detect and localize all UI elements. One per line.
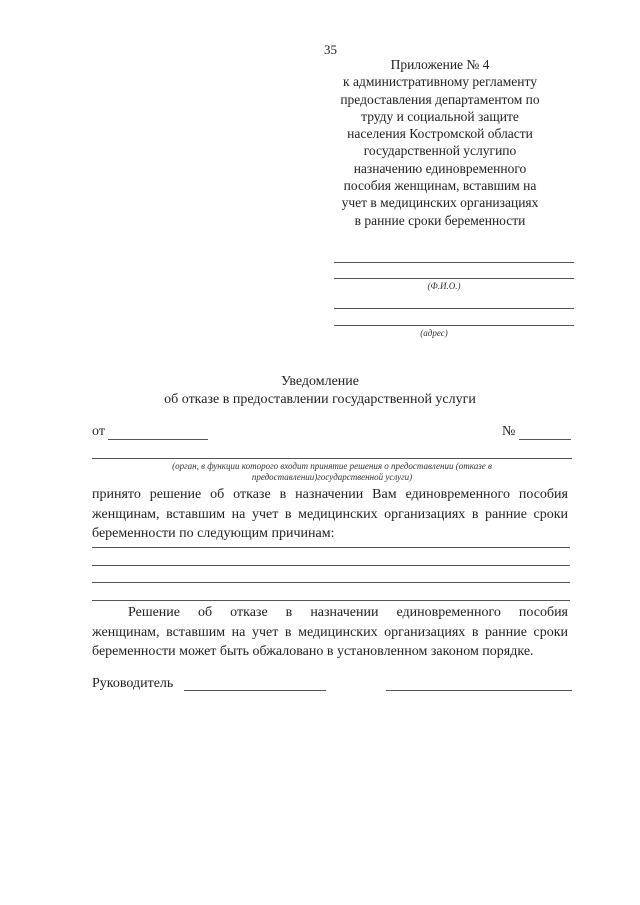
appendix-line: назначению единовременного xyxy=(353,160,527,176)
page-number: 35 xyxy=(324,42,337,57)
appendix-line: в ранние сроки беременности xyxy=(354,212,526,228)
number-label: № xyxy=(502,424,516,439)
appendix-line: к административному регламенту xyxy=(343,74,537,90)
organ-field[interactable] xyxy=(92,458,572,459)
organ-caption-cont: предоставлении)государственной услуги) xyxy=(251,472,413,482)
appeal-line: беременности может быть обжаловано в установленном законом порядке. xyxy=(92,644,534,660)
date-field[interactable] xyxy=(108,439,208,440)
appendix-header xyxy=(320,56,560,229)
appendix-line: учет в медицинских организациях xyxy=(341,195,539,211)
appeal-paragraph xyxy=(92,603,568,662)
number-field[interactable] xyxy=(519,439,571,440)
appendix-line: предоставления департаментом по xyxy=(340,91,540,107)
address-caption: (адрес) xyxy=(420,328,448,338)
decision-line: женщинам, вставшим на учет в медицинских организациях в ранние сроки xyxy=(92,506,568,522)
head-name-field[interactable] xyxy=(386,690,572,691)
appendix-line: населения Костромской области xyxy=(347,126,533,142)
fio-line-2[interactable] xyxy=(334,278,574,279)
appeal-line: женщинам, вставшим на учет в медицинских организациях в ранние сроки xyxy=(92,624,568,640)
from-label: от xyxy=(92,424,105,439)
appendix-line: труду и социальной защите xyxy=(361,108,519,124)
reason-line-3[interactable] xyxy=(92,582,570,583)
notice-subtitle: об отказе в предоставлении государственной услуги xyxy=(164,392,476,407)
decision-line: принято решение об отказе в назначении Вам единовременного пособия xyxy=(92,487,568,502)
reason-line-2[interactable] xyxy=(92,565,570,566)
address-line-1[interactable] xyxy=(334,308,574,309)
reason-line-1[interactable] xyxy=(92,547,570,548)
appendix-line: государственной услугипо xyxy=(363,143,517,159)
appeal-line: Решение об отказе в назначении единовременного пособия xyxy=(128,605,568,620)
organ-caption: (орган, в функции которого входит принятие решения о предоставлении (отказе в xyxy=(172,461,492,471)
appendix-title: Приложение № 4 xyxy=(390,57,490,72)
decision-line: беременности по следующим причинам: xyxy=(92,526,335,542)
fio-caption: (Ф.И.О.) xyxy=(427,281,461,291)
appendix-line: пособия женщинам, вставшим на xyxy=(343,178,537,194)
head-label: Руководитель xyxy=(92,676,174,691)
reason-line-4[interactable] xyxy=(92,600,570,601)
fio-line-1[interactable] xyxy=(334,262,574,263)
decision-paragraph xyxy=(92,485,568,544)
head-signature-field[interactable] xyxy=(184,690,326,691)
notice-title: Уведомление xyxy=(280,374,359,389)
address-line-2[interactable] xyxy=(334,325,574,326)
